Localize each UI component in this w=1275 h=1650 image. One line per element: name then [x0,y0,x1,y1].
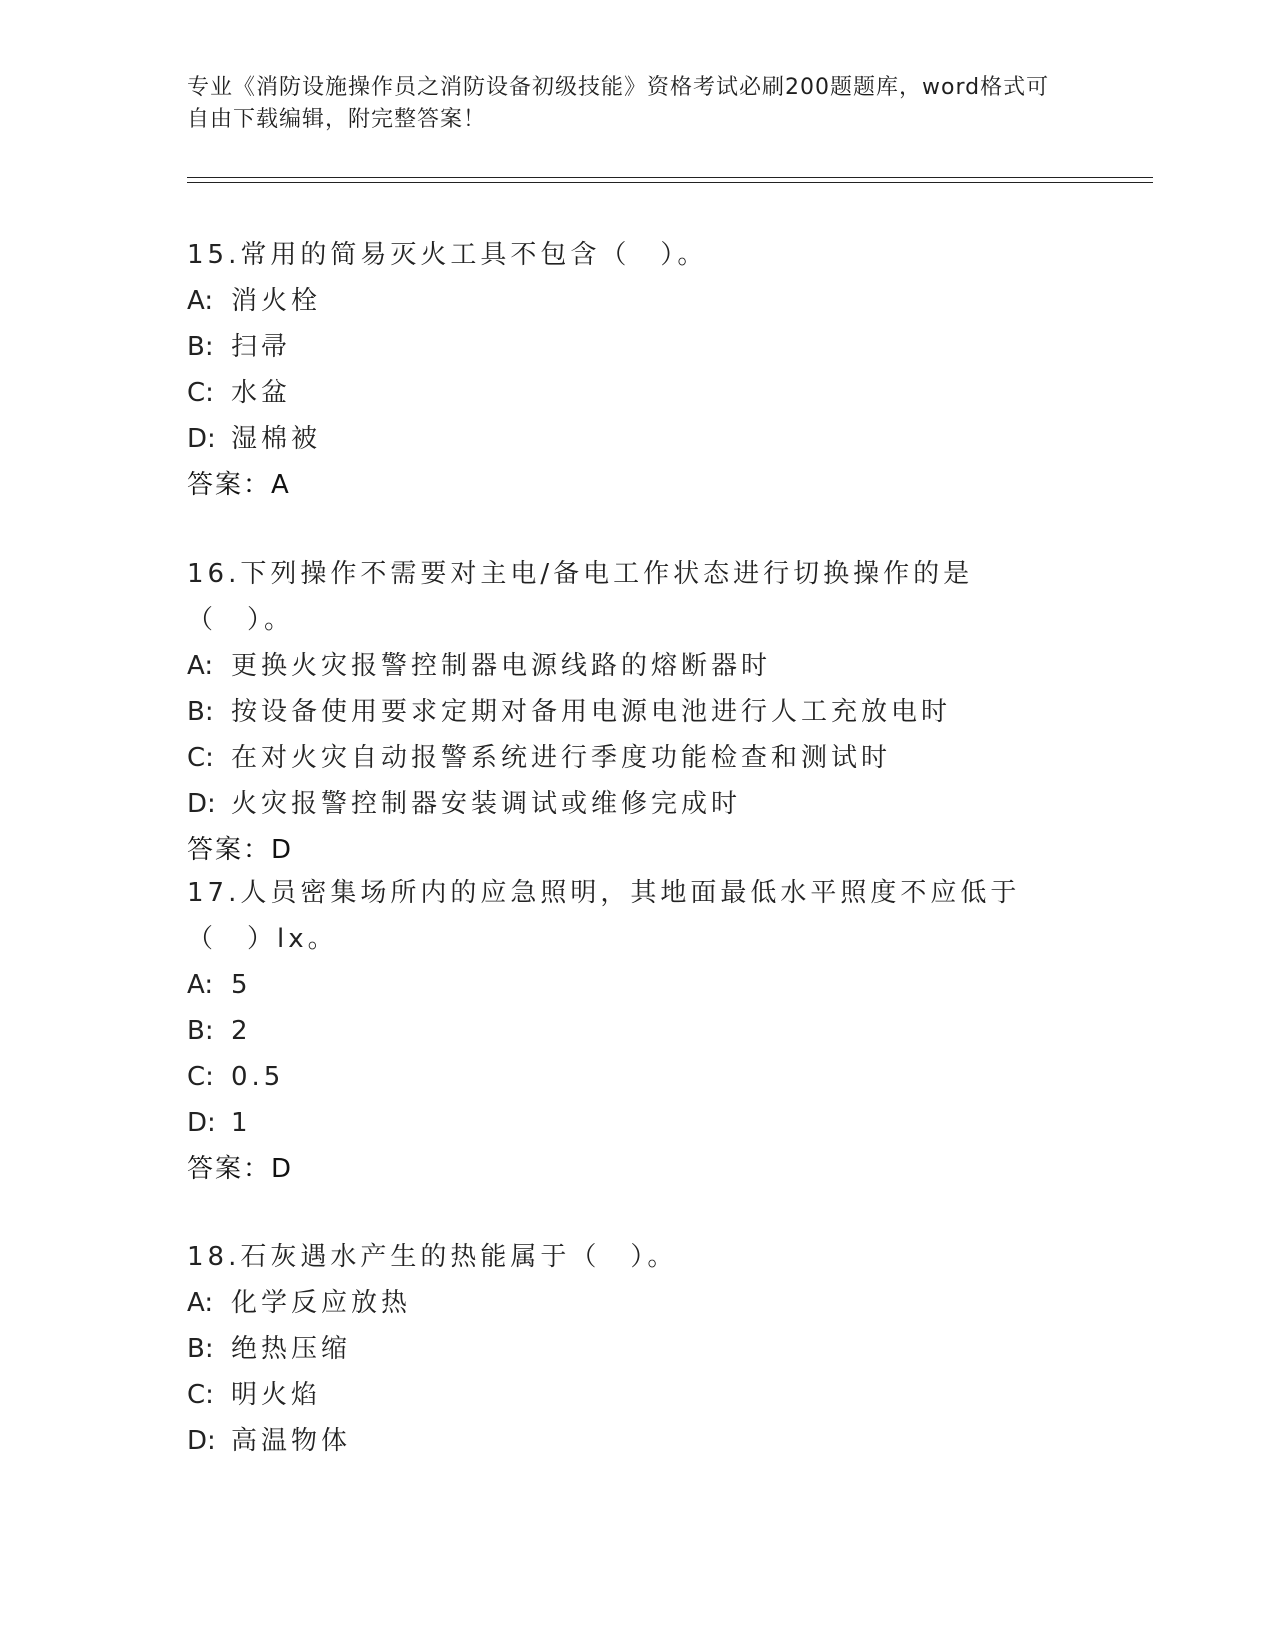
option-text: 绝热压缩 [231,1334,352,1364]
option-key: B: [187,1016,214,1046]
option-text: 火灾报警控制器安装调试或维修完成时 [231,789,742,819]
option-text: 按设备使用要求定期对备用电源电池进行人工充放电时 [231,697,952,727]
option-a [187,962,1087,1008]
option-text: 高温物体 [231,1426,352,1456]
header-divider-top [187,177,1153,178]
document-header: 专业《消防设施操作员之消防设备初级技能》资格考试必刷200题题库，word格式可自由下载编辑，附完整答案！ [187,75,1050,132]
option-text: 明火焰 [231,1380,322,1410]
option-text: 湿棉被 [231,424,322,454]
question-stem: 16.下列操作不需要对主电/备电工作状态进行切换操作的是（ ）。 [187,559,974,635]
question-17 [187,870,1087,1192]
option-c [187,370,1087,416]
option-d [187,781,1087,827]
option-d [187,1418,1087,1464]
option-text: 扫帚 [231,332,292,362]
answer-line: 答案：D [187,1154,294,1184]
option-text: 2 [231,1016,252,1046]
option-a [187,278,1087,324]
option-key: C: [187,743,214,773]
option-text: 化学反应放热 [231,1288,412,1318]
option-key: A: [187,970,214,1000]
answer-line: 答案：D [187,835,294,865]
option-key: C: [187,1380,214,1410]
option-key: D: [187,789,216,819]
header-divider-bottom [187,182,1153,183]
option-b [187,1008,1087,1054]
question-18 [187,1234,1087,1464]
option-text: 水盆 [231,378,292,408]
option-key: D: [187,424,216,454]
option-key: B: [187,1334,214,1364]
question-stem: 15.常用的简易灭火工具不包含（ ）。 [187,240,708,270]
option-b [187,324,1087,370]
option-key: D: [187,1108,216,1138]
option-c [187,1372,1087,1418]
option-b [187,1326,1087,1372]
option-text: 在对火灾自动报警系统进行季度功能检查和测试时 [231,743,892,773]
option-d [187,416,1087,462]
option-c [187,1054,1087,1100]
option-key: C: [187,1062,214,1092]
option-d [187,1100,1087,1146]
option-key: D: [187,1426,216,1456]
question-stem: 18.石灰遇水产生的热能属于（ ）。 [187,1242,678,1272]
question-stem: 17.人员密集场所内的应急照明，其地面最低水平照度不应低于（ ）lx。 [187,878,1021,954]
option-key: A: [187,286,214,316]
option-text: 更换火灾报警控制器电源线路的熔断器时 [231,651,772,681]
option-key: B: [187,697,214,727]
question-16 [187,551,1087,873]
option-key: B: [187,332,214,362]
answer-line: 答案：A [187,470,291,500]
option-text: 消火栓 [231,286,322,316]
option-text: 0.5 [231,1062,285,1092]
option-c [187,735,1087,781]
option-key: A: [187,1288,214,1318]
option-text: 5 [231,970,252,1000]
option-b [187,689,1087,735]
option-text: 1 [231,1108,252,1138]
option-a [187,643,1087,689]
option-a [187,1280,1087,1326]
question-15 [187,232,1087,508]
option-key: C: [187,378,214,408]
option-key: A: [187,651,214,681]
